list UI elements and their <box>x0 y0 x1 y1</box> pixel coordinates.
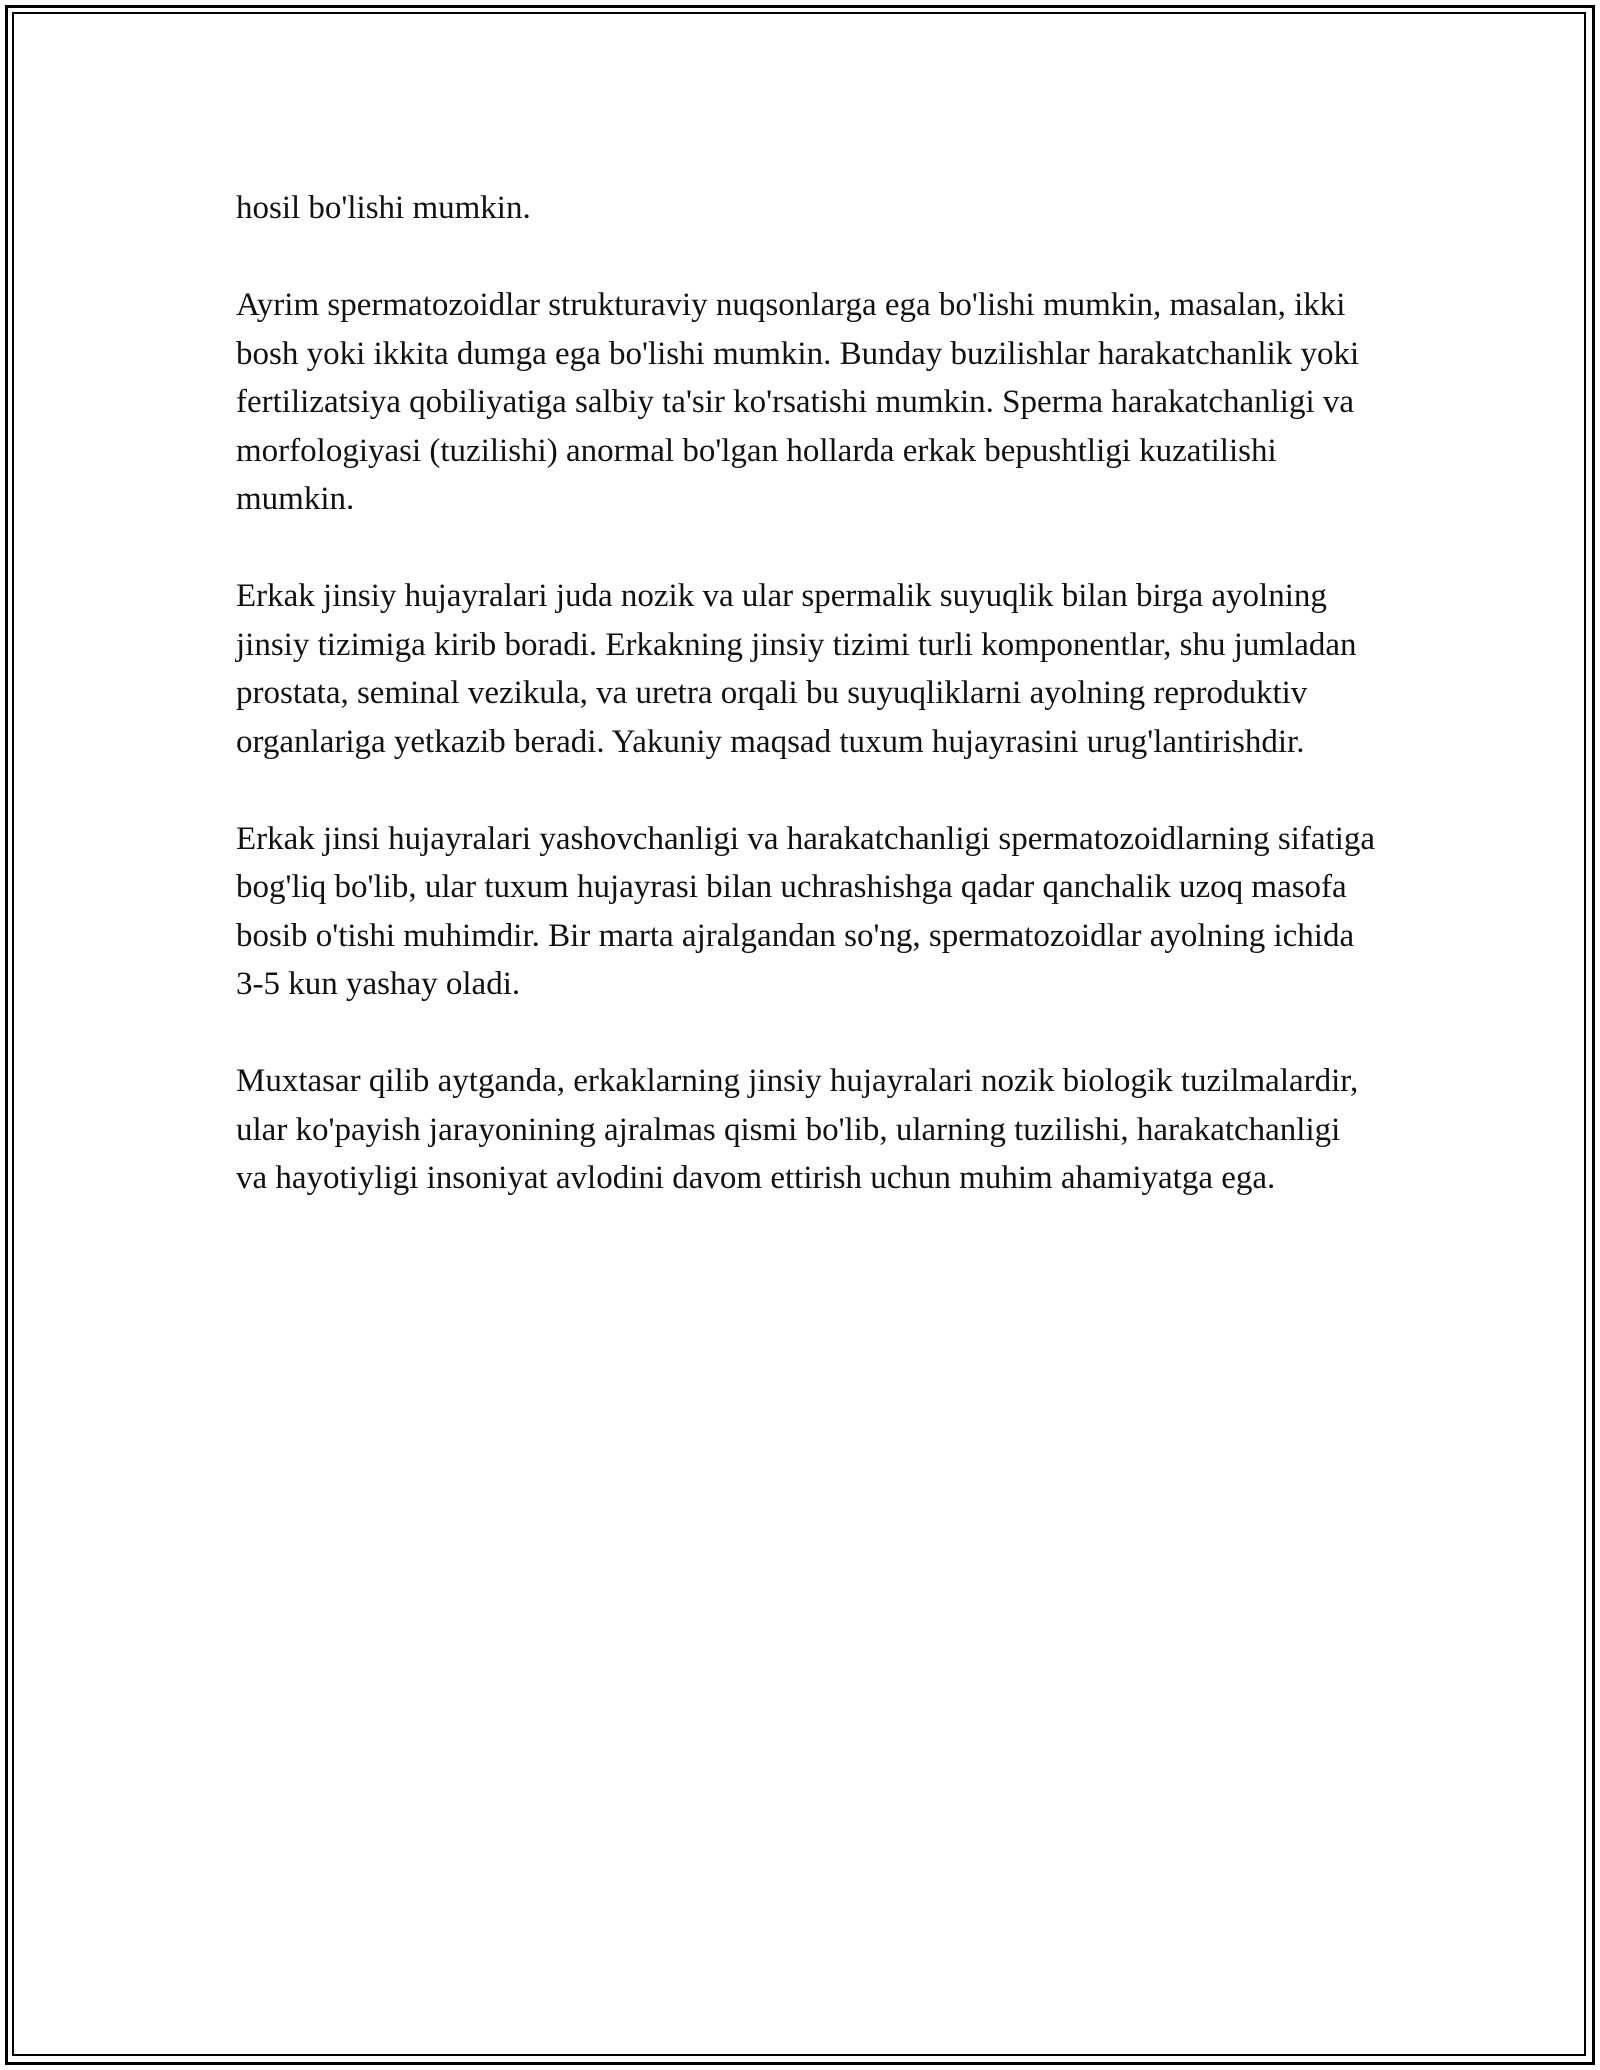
paragraph-1: hosil bo'lishi mumkin. <box>236 190 531 226</box>
paragraph-3: Erkak jinsiy hujayralari juda nozik va ular spermalik suyuqlik bilan birga ayolning jinsiy tizimiga kirib boradi. Erkakning jinsiy tizimi turli komponentlar, shu jumladan prostata, seminal vezikula, va uretra orqali bu suyuqliklarni ayolning reproduktiv organlariga yetkazib beradi. Yakuniy maqsad tuxum hujayrasini urug'lantirishdir. <box>236 578 1357 760</box>
paragraph-4: Erkak jinsi hujayralari yashovchanligi va harakatchanligi spermatozoidlarning sifatiga bog'liq bo'lib, ular tuxum hujayrasi bilan uchrashishga qadar qanchalik uzoq masofa bosib o'tishi muhimdir. Bir marta ajralgandan so'ng, spermatozoidlar ayolning ichida 3-5 kun yashay oladi. <box>236 820 1376 1002</box>
paragraph-5: Muxtasar qilib aytganda, erkaklarning jinsiy hujayralari nozik biologik tuzilmalardir, ular ko'payish jarayonining ajralmas qismi bo'lib, ularning tuzilishi, harakatchanligi va hayotiyligi insoniyat avlodini davom ettirish uchun muhim ahamiyatga ega. <box>236 1063 1359 1196</box>
paragraph-2: Ayrim spermatozoidlar strukturaviy nuqsonlarga ega bo'lishi mumkin, masalan, ikki bosh yoki ikkita dumga ega bo'lishi mumkin. Bunday buzilishlar harakatchanlik yoki fertilizatsiya qobiliyatiga salbiy ta'sir ko'rsatishi mumkin. Sperma harakatchanligi va morfologiyasi (tuzilishi) anormal bo'lgan hollarda erkak bepushtligi kuzatilishi mumkin. <box>236 287 1360 517</box>
document-body <box>236 184 1376 1251</box>
